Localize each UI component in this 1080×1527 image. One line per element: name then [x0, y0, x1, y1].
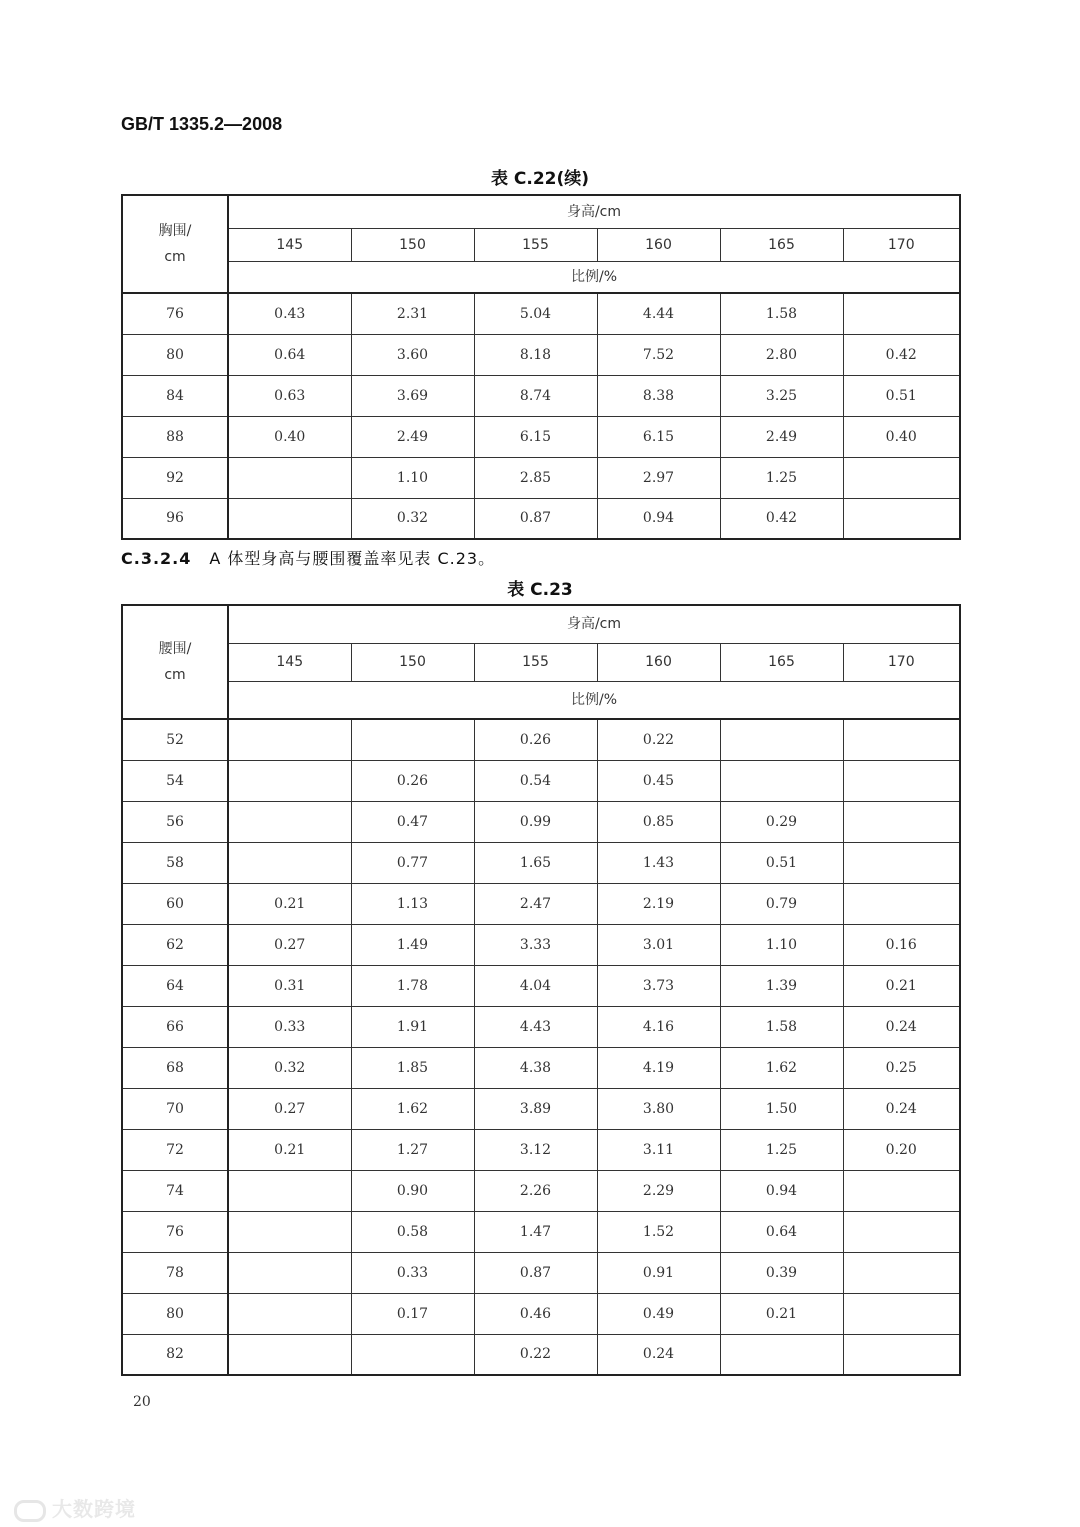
ratio-cell: 0.63 [228, 375, 351, 416]
row-label-cell: 72 [122, 1129, 228, 1170]
ratio-cell: 0.43 [228, 293, 351, 334]
ratio-cell: 0.45 [597, 760, 720, 801]
ratio-cell [228, 760, 351, 801]
ratio-cell: 0.27 [228, 1088, 351, 1129]
ratio-cell: 0.51 [843, 375, 960, 416]
ratio-cell: 0.39 [720, 1252, 843, 1293]
height-col-header: 160 [597, 643, 720, 681]
watermark-text: 大数跨境 [52, 1497, 136, 1521]
row-label-cell: 82 [122, 1334, 228, 1375]
ratio-cell: 2.49 [351, 416, 474, 457]
ratio-cell: 1.25 [720, 457, 843, 498]
row-label-cell: 52 [122, 719, 228, 760]
ratio-cell: 2.26 [474, 1170, 597, 1211]
ratio-cell [843, 883, 960, 924]
clause-c3-2-4 [121, 546, 495, 569]
ratio-cell: 6.15 [597, 416, 720, 457]
ratio-cell: 0.21 [228, 883, 351, 924]
ratio-cell [843, 842, 960, 883]
height-col-header: 155 [474, 643, 597, 681]
ratio-cell: 0.21 [843, 965, 960, 1006]
ratio-cell: 0.29 [720, 801, 843, 842]
ratio-cell: 0.79 [720, 883, 843, 924]
table-c22 [121, 194, 961, 540]
ratio-cell: 0.85 [597, 801, 720, 842]
table-c23-caption: 表 C.23 [507, 580, 573, 600]
table-row [122, 924, 960, 965]
ratio-cell: 1.10 [720, 924, 843, 965]
ratio-cell: 0.24 [843, 1006, 960, 1047]
ratio-cell: 2.80 [720, 334, 843, 375]
ratio-cell: 1.52 [597, 1211, 720, 1252]
ratio-cell: 0.47 [351, 801, 474, 842]
ratio-cell: 2.29 [597, 1170, 720, 1211]
row-label-cell: 62 [122, 924, 228, 965]
ratio-cell: 0.40 [843, 416, 960, 457]
table-row [122, 842, 960, 883]
ratio-cell: 0.22 [597, 719, 720, 760]
row-label-cell: 78 [122, 1252, 228, 1293]
ratio-cell: 0.64 [228, 334, 351, 375]
ratio-cell: 0.16 [843, 924, 960, 965]
table-row [122, 1334, 960, 1375]
ratio-cell: 3.60 [351, 334, 474, 375]
ratio-cell: 1.85 [351, 1047, 474, 1088]
row-label-cell: 80 [122, 1293, 228, 1334]
table-row [122, 1252, 960, 1293]
ratio-cell: 8.38 [597, 375, 720, 416]
ratio-cell: 0.90 [351, 1170, 474, 1211]
ratio-cell [843, 760, 960, 801]
ratio-cell: 0.24 [843, 1088, 960, 1129]
ratio-cell: 0.58 [351, 1211, 474, 1252]
page-number: 20 [133, 1394, 151, 1410]
ratio-cell: 0.54 [474, 760, 597, 801]
height-col-header: 155 [474, 228, 597, 261]
row-label-cell: 64 [122, 965, 228, 1006]
ratio-cell: 3.80 [597, 1088, 720, 1129]
row-header-waist [122, 605, 228, 719]
table-row [122, 1170, 960, 1211]
ratio-cell [843, 1252, 960, 1293]
ratio-cell: 1.58 [720, 293, 843, 334]
ratio-cell: 5.04 [474, 293, 597, 334]
ratio-cell: 2.97 [597, 457, 720, 498]
ratio-cell: 4.38 [474, 1047, 597, 1088]
ratio-cell: 0.91 [597, 1252, 720, 1293]
height-col-header: 165 [720, 228, 843, 261]
ratio-cell: 0.33 [228, 1006, 351, 1047]
row-label-cell: 88 [122, 416, 228, 457]
table-row [122, 334, 960, 375]
ratio-header: 比例/% [228, 681, 960, 719]
ratio-cell [843, 719, 960, 760]
table-c22-caption: 表 C.22(续) [490, 169, 590, 189]
row-header-label: 腰围/ [158, 641, 192, 657]
row-header-chest [122, 195, 228, 293]
ratio-cell: 0.32 [351, 498, 474, 539]
ratio-cell: 3.89 [474, 1088, 597, 1129]
ratio-cell: 3.11 [597, 1129, 720, 1170]
ratio-cell: 1.13 [351, 883, 474, 924]
ratio-cell: 7.52 [597, 334, 720, 375]
height-col-header: 160 [597, 228, 720, 261]
ratio-cell: 1.58 [720, 1006, 843, 1047]
ratio-cell: 1.10 [351, 457, 474, 498]
ratio-cell: 0.40 [228, 416, 351, 457]
ratio-cell: 0.21 [228, 1129, 351, 1170]
row-label-cell: 60 [122, 883, 228, 924]
table-row [122, 1006, 960, 1047]
ratio-cell: 1.47 [474, 1211, 597, 1252]
ratio-cell [228, 1211, 351, 1252]
ratio-cell [351, 1334, 474, 1375]
ratio-cell: 0.49 [597, 1293, 720, 1334]
height-col-header: 145 [228, 643, 351, 681]
ratio-cell [228, 801, 351, 842]
row-label-cell: 56 [122, 801, 228, 842]
ratio-cell: 1.39 [720, 965, 843, 1006]
ratio-cell [720, 1334, 843, 1375]
ratio-cell: 1.62 [351, 1088, 474, 1129]
ratio-cell [228, 1293, 351, 1334]
row-label-cell: 76 [122, 293, 228, 334]
ratio-cell: 1.62 [720, 1047, 843, 1088]
ratio-cell [228, 498, 351, 539]
ratio-cell [720, 719, 843, 760]
row-label-cell: 58 [122, 842, 228, 883]
ratio-cell [843, 1170, 960, 1211]
ratio-cell: 3.12 [474, 1129, 597, 1170]
ratio-cell: 0.42 [843, 334, 960, 375]
ratio-cell: 0.87 [474, 1252, 597, 1293]
ratio-cell: 0.94 [720, 1170, 843, 1211]
height-header: 身高/cm [228, 195, 960, 228]
ratio-cell: 0.26 [474, 719, 597, 760]
ratio-cell [843, 1334, 960, 1375]
ratio-cell: 0.94 [597, 498, 720, 539]
table-row [122, 1129, 960, 1170]
table-c23 [121, 604, 961, 1376]
ratio-cell: 0.25 [843, 1047, 960, 1088]
table-row [122, 1047, 960, 1088]
ratio-cell: 1.50 [720, 1088, 843, 1129]
ratio-cell: 3.25 [720, 375, 843, 416]
row-label-cell: 76 [122, 1211, 228, 1252]
ratio-cell: 0.26 [351, 760, 474, 801]
ratio-cell: 0.17 [351, 1293, 474, 1334]
ratio-cell [843, 1211, 960, 1252]
height-col-header: 165 [720, 643, 843, 681]
table-row [122, 1293, 960, 1334]
ratio-cell: 8.74 [474, 375, 597, 416]
ratio-cell: 3.73 [597, 965, 720, 1006]
table-row [122, 760, 960, 801]
table-row [122, 498, 960, 539]
ratio-cell [720, 760, 843, 801]
ratio-cell: 2.85 [474, 457, 597, 498]
height-header: 身高/cm [228, 605, 960, 643]
ratio-cell: 3.69 [351, 375, 474, 416]
ratio-cell: 2.47 [474, 883, 597, 924]
row-label-cell: 84 [122, 375, 228, 416]
ratio-cell: 1.91 [351, 1006, 474, 1047]
ratio-cell: 0.27 [228, 924, 351, 965]
table-row [122, 801, 960, 842]
ratio-cell: 0.87 [474, 498, 597, 539]
ratio-cell: 3.33 [474, 924, 597, 965]
ratio-cell: 0.99 [474, 801, 597, 842]
row-label-cell: 68 [122, 1047, 228, 1088]
table-row [122, 1211, 960, 1252]
row-label-cell: 66 [122, 1006, 228, 1047]
ratio-cell [228, 1170, 351, 1211]
ratio-cell: 1.78 [351, 965, 474, 1006]
brand-logo-icon [14, 1500, 46, 1522]
ratio-cell: 2.19 [597, 883, 720, 924]
table-row [122, 416, 960, 457]
ratio-cell: 0.42 [720, 498, 843, 539]
ratio-cell: 0.21 [720, 1293, 843, 1334]
ratio-cell: 1.49 [351, 924, 474, 965]
ratio-cell: 0.32 [228, 1047, 351, 1088]
ratio-cell [843, 1293, 960, 1334]
table-row [122, 965, 960, 1006]
ratio-header: 比例/% [228, 261, 960, 293]
ratio-cell: 0.77 [351, 842, 474, 883]
ratio-cell [843, 293, 960, 334]
ratio-cell: 1.25 [720, 1129, 843, 1170]
ratio-cell [228, 457, 351, 498]
ratio-cell [228, 1252, 351, 1293]
ratio-cell: 2.31 [351, 293, 474, 334]
row-label-cell: 92 [122, 457, 228, 498]
ratio-cell: 0.46 [474, 1293, 597, 1334]
ratio-cell: 0.33 [351, 1252, 474, 1293]
ratio-cell: 4.16 [597, 1006, 720, 1047]
ratio-cell: 1.43 [597, 842, 720, 883]
ratio-cell: 8.18 [474, 334, 597, 375]
ratio-cell: 0.64 [720, 1211, 843, 1252]
ratio-cell: 3.01 [597, 924, 720, 965]
ratio-cell: 0.22 [474, 1334, 597, 1375]
standard-code: GB/T 1335.2—2008 [121, 114, 283, 134]
row-label-cell: 74 [122, 1170, 228, 1211]
ratio-cell: 0.24 [597, 1334, 720, 1375]
row-label-cell: 54 [122, 760, 228, 801]
ratio-cell: 4.04 [474, 965, 597, 1006]
row-header-unit: cm [164, 249, 186, 265]
ratio-cell: 1.65 [474, 842, 597, 883]
table-row [122, 1088, 960, 1129]
ratio-cell: 2.49 [720, 416, 843, 457]
ratio-cell [843, 498, 960, 539]
ratio-cell [843, 801, 960, 842]
ratio-cell: 6.15 [474, 416, 597, 457]
ratio-cell: 0.51 [720, 842, 843, 883]
clause-text: A 体型身高与腰围覆盖率见表 C.23。 [209, 549, 496, 568]
table-row [122, 293, 960, 334]
ratio-cell [351, 719, 474, 760]
ratio-cell [228, 1334, 351, 1375]
height-col-header: 150 [351, 228, 474, 261]
table-row [122, 883, 960, 924]
ratio-cell: 0.31 [228, 965, 351, 1006]
ratio-cell [228, 842, 351, 883]
row-header-label: 胸围/ [158, 223, 192, 239]
ratio-cell [228, 719, 351, 760]
row-label-cell: 70 [122, 1088, 228, 1129]
row-label-cell: 80 [122, 334, 228, 375]
row-header-unit: cm [164, 667, 186, 683]
ratio-cell: 0.20 [843, 1129, 960, 1170]
table-row [122, 719, 960, 760]
row-label-cell: 96 [122, 498, 228, 539]
height-col-header: 145 [228, 228, 351, 261]
ratio-cell: 1.27 [351, 1129, 474, 1170]
ratio-cell [843, 457, 960, 498]
table-row [122, 457, 960, 498]
clause-number: C.3.2.4 [121, 549, 192, 568]
table-row [122, 375, 960, 416]
watermark [14, 1493, 136, 1522]
height-col-header: 150 [351, 643, 474, 681]
height-col-header: 170 [843, 643, 960, 681]
ratio-cell: 4.19 [597, 1047, 720, 1088]
height-col-header: 170 [843, 228, 960, 261]
ratio-cell: 4.43 [474, 1006, 597, 1047]
ratio-cell: 4.44 [597, 293, 720, 334]
